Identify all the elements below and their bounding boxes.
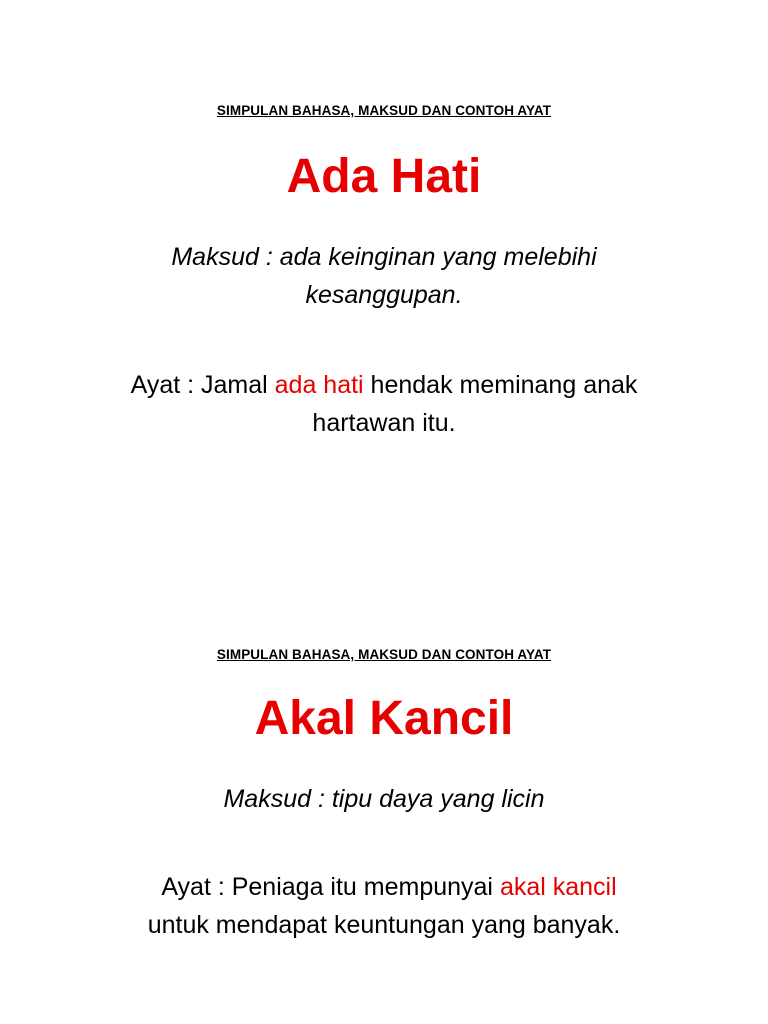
- section-kicker: SIMPULAN BAHASA, MAKSUD DAN CONTOH AYAT: [216, 647, 552, 662]
- ayat-highlight: akal kancil: [499, 873, 617, 901]
- ayat-highlight: ada hati: [274, 371, 364, 399]
- entry-term-heading: [0, 692, 768, 746]
- ayat-line: [0, 366, 768, 404]
- maksud-block: [0, 780, 768, 818]
- maksud-line: kesanggupan.: [305, 281, 463, 309]
- ayat-text: Ayat : Peniaga itu mempunyai: [161, 873, 500, 901]
- entry-kicker: [0, 102, 768, 120]
- ayat-line: hartawan itu.: [312, 409, 456, 437]
- ayat-block: [0, 868, 768, 944]
- term-title: Ada Hati: [286, 150, 482, 203]
- maksud-line: Maksud : tipu daya yang licin: [223, 785, 545, 813]
- section-kicker: SIMPULAN BAHASA, MAKSUD DAN CONTOH AYAT: [216, 103, 552, 118]
- ayat-text: hendak meminang anak: [363, 371, 638, 399]
- term-title: Akal Kancil: [254, 692, 514, 745]
- maksud-block: [0, 238, 768, 314]
- ayat-line: untuk mendapat keuntungan yang banyak.: [147, 911, 621, 939]
- ayat-line: [0, 868, 768, 906]
- ayat-block: [0, 366, 768, 442]
- ayat-text: Ayat : Jamal: [130, 371, 275, 399]
- entry-kicker: [0, 646, 768, 664]
- entry-term-heading: [0, 150, 768, 204]
- maksud-line: Maksud : ada keinginan yang melebihi: [171, 243, 597, 271]
